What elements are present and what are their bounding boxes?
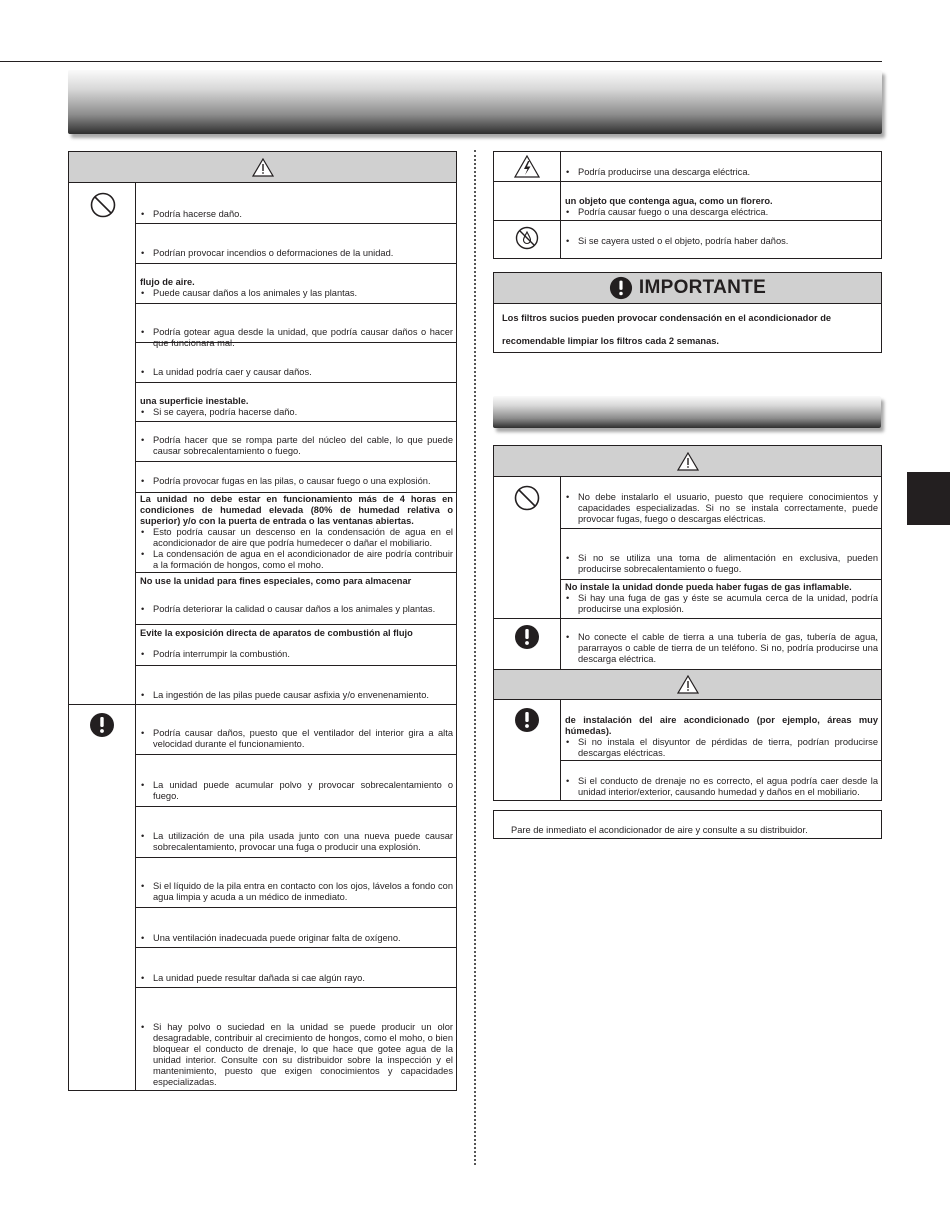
list-item xyxy=(140,933,453,944)
list-item xyxy=(140,248,453,259)
caution-triangle-icon xyxy=(677,675,699,694)
list-item xyxy=(140,576,453,615)
bullet-text: • Si hay una fuga de gas y éste se acumula cerca de la unidad, podría producirse una explosión. xyxy=(565,593,878,615)
top-rule xyxy=(0,61,882,62)
bullet-text: • La ingestión de las pilas puede causar asfixia y/o envenenamiento. xyxy=(140,690,453,701)
mandatory-icon xyxy=(89,712,115,738)
row-sep xyxy=(135,907,457,908)
mandatory-icon xyxy=(514,624,540,650)
bold-text: No use la unidad para fines especiales, como para almacenar xyxy=(140,576,412,586)
row-sep xyxy=(135,223,457,224)
row-sep xyxy=(560,528,882,529)
list-item xyxy=(140,1022,453,1088)
bullet-text: • Podría producirse una descarga eléctrica. xyxy=(565,167,878,178)
list-item xyxy=(565,167,878,178)
icon-column-separator xyxy=(560,152,561,259)
bullet-text: • Podría causar daños, puesto que el ventilador del interior gira a alta velocidad durante el funcionamiento. xyxy=(140,728,453,750)
electric-shock-icon xyxy=(514,155,540,178)
bullet-text: • La condensación de agua en el acondicionador de aire podría contribuir a la formación de hongos, como el moho. xyxy=(140,549,453,571)
importante-line-1: Los filtros sucios pueden provocar condensación en el acondicionador de xyxy=(502,313,832,323)
icon-column-separator xyxy=(560,477,561,669)
icon-column-separator xyxy=(135,183,136,1091)
row-sep xyxy=(135,665,457,666)
list-item xyxy=(565,236,878,247)
list-item xyxy=(140,628,453,660)
prohibition-icon xyxy=(90,192,116,218)
list-item xyxy=(140,973,453,984)
left-warning-table xyxy=(68,151,457,1091)
row-sep xyxy=(494,181,882,182)
row-sep xyxy=(560,760,882,761)
warning-triangle-icon xyxy=(677,452,699,471)
mandatory-icon xyxy=(514,707,540,733)
row-sep xyxy=(135,461,457,462)
bold-text: un objeto que contenga agua, como un florero. xyxy=(565,196,773,206)
bullet-text: • La unidad puede acumular polvo y provocar sobrecalentamiento o fuego. xyxy=(140,780,453,802)
list-item xyxy=(565,776,878,798)
bullet-text: • Si el líquido de la pila entra en contacto con los ojos, lávelos a fondo con agua limpia y acuda a un médico de inmediato. xyxy=(140,881,453,903)
exclamation-icon xyxy=(609,276,633,300)
group-separator xyxy=(494,618,882,619)
bullet-text: • Una ventilación inadecuada puede originar falta de oxígeno. xyxy=(140,933,453,944)
section-header-bar-right xyxy=(493,396,881,428)
list-item xyxy=(140,780,453,802)
list-item xyxy=(140,327,453,349)
list-item xyxy=(140,367,453,378)
list-item xyxy=(565,553,878,575)
row-sep xyxy=(135,572,457,573)
bullet-text: • Podría gotear agua desde la unidad, que podría causar daños o hacer que funcionara mal. xyxy=(140,327,453,349)
row-sep xyxy=(494,220,882,221)
warning-triangle-icon xyxy=(252,158,274,177)
list-item xyxy=(140,690,453,701)
list-item xyxy=(140,277,453,299)
list-item xyxy=(140,831,453,853)
caution-title-bar xyxy=(494,669,881,700)
row-sep xyxy=(135,987,457,988)
bullet-text: • Podría hacerse daño. xyxy=(140,209,453,220)
bullet-text: • Podría interrumpir la combustión. xyxy=(140,649,453,660)
bullet-text: • La utilización de una pila usada junto con una nueva puede causar sobrecalentamiento, provocar una fuga o producir una explosión. xyxy=(140,831,453,853)
row-sep xyxy=(135,421,457,422)
bullet-text: • Si el conducto de drenaje no es correcto, el agua podría caer desde la unidad interior/exterior, causando humedad y daños en el mobiliario. xyxy=(565,776,878,798)
list-item xyxy=(140,435,453,457)
row-sep xyxy=(135,806,457,807)
warning-title-bar xyxy=(69,152,456,183)
bullet-text: • Si se cayera usted o el objeto, podría haber daños. xyxy=(565,236,878,247)
bullet-text: • Podría deteriorar la calidad o causar daños a los animales y plantas. xyxy=(140,604,453,615)
bullet-text: • Podría provocar fugas en las pilas, o causar fuego o una explosión. xyxy=(140,476,453,487)
side-tab-marker xyxy=(907,472,950,525)
importante-line-2: recomendable limpiar los filtros cada 2 semanas. xyxy=(502,336,720,346)
bullet-text: • La unidad podría caer y causar daños. xyxy=(140,367,453,378)
list-item xyxy=(140,881,453,903)
bold-text: una superficie inestable. xyxy=(140,396,249,406)
bottom-note-box xyxy=(493,810,882,839)
bold-text: de instalación del aire acondicionado (por ejemplo, áreas muy húmedas). xyxy=(565,715,878,736)
row-sep xyxy=(135,947,457,948)
bullet-text: • Si no se utiliza una toma de alimentación en exclusiva, pueden producirse sobrecalentamiento o fuego. xyxy=(565,553,878,575)
group-separator xyxy=(69,704,457,705)
list-item xyxy=(565,582,878,615)
importante-title-bar xyxy=(494,273,881,304)
bullet-text: • Esto podría causar un descenso en la condensación de agua en el acondicionador de aire que podría humedecer o dañar el mobiliario. xyxy=(140,527,453,549)
bullet-text: • La unidad puede resultar dañada si cae algún rayo. xyxy=(140,973,453,984)
list-item xyxy=(565,492,878,525)
list-item xyxy=(140,494,453,571)
bullet-text: • Puede causar daños a los animales y las plantas. xyxy=(140,288,453,299)
importante-title: IMPORTANTE xyxy=(638,277,767,298)
bullet-text: • Si hay polvo o suciedad en la unidad se puede producir un olor desagradable, contribuir al crecimiento de hongos, como el moho, o bien bloquear el conducto de drenaje, lo que hace que gotee agua de la unidad interior. Consulte con su distribuidor sobre la inspección y el mantenimiento, puesto que exigen conocimientos y capacidades especializadas. xyxy=(140,1022,453,1088)
row-sep xyxy=(135,624,457,625)
bullet-text: • Podría hacer que se rompa parte del núcleo del cable, lo que puede causar sobrecalentamiento o fuego. xyxy=(140,435,453,457)
section-header-bar-left xyxy=(68,70,882,134)
list-item xyxy=(565,632,878,665)
bottom-note-text: Pare de inmediato el acondicionador de aire y consulte a su distribuidor. xyxy=(511,825,808,835)
icon-column-separator xyxy=(560,700,561,801)
right-warning-table xyxy=(493,445,882,801)
row-sep xyxy=(560,579,882,580)
list-item xyxy=(140,396,453,418)
column-divider xyxy=(474,150,476,1165)
list-item xyxy=(565,715,878,759)
row-sep xyxy=(135,263,457,264)
row-sep xyxy=(135,303,457,304)
bullet-text: • Podría causar fuego o una descarga eléctrica. xyxy=(565,207,878,218)
bold-text: La unidad no debe estar en funcionamiento más de 4 horas en condiciones de humedad elevada (80% de humedad relativa o superior) y/o con la puerta de entrada o las ventanas abiertas. xyxy=(140,494,453,526)
list-item xyxy=(140,209,453,220)
row-sep xyxy=(135,492,457,493)
importante-box xyxy=(493,272,882,353)
list-item xyxy=(140,728,453,750)
bullet-text: • Si se cayera, podría hacerse daño. xyxy=(140,407,453,418)
list-item xyxy=(140,476,453,487)
bold-text: flujo de aire. xyxy=(140,277,195,287)
right-continuation-table xyxy=(493,151,882,259)
row-sep xyxy=(135,382,457,383)
row-sep xyxy=(135,754,457,755)
bold-text: No instale la unidad donde pueda haber fugas de gas inflamable. xyxy=(565,582,852,592)
bullet-text: • No debe instalarlo el usuario, puesto que requiere conocimientos y capacidades especializadas. Si no se instala correctamente, puede provocar fugas, fuego o descargas eléctricas. xyxy=(565,492,878,525)
bullet-text: • Si no instala el disyuntor de pérdidas de tierra, podrían producirse descargas eléctricas. xyxy=(565,737,878,759)
bold-text: Evite la exposición directa de aparatos de combustión al flujo xyxy=(140,628,413,638)
no-water-icon xyxy=(515,226,539,250)
list-item xyxy=(565,196,878,218)
warning-title-bar xyxy=(494,446,881,477)
row-sep xyxy=(135,857,457,858)
bullet-text: • No conecte el cable de tierra a una tubería de gas, tubería de agua, pararrayos o cable de tierra de un teléfono. Si no, podría producirse una descarga eléctrica. xyxy=(565,632,878,665)
prohibition-icon xyxy=(514,485,540,511)
bullet-text: • Podrían provocar incendios o deformaciones de la unidad. xyxy=(140,248,453,259)
